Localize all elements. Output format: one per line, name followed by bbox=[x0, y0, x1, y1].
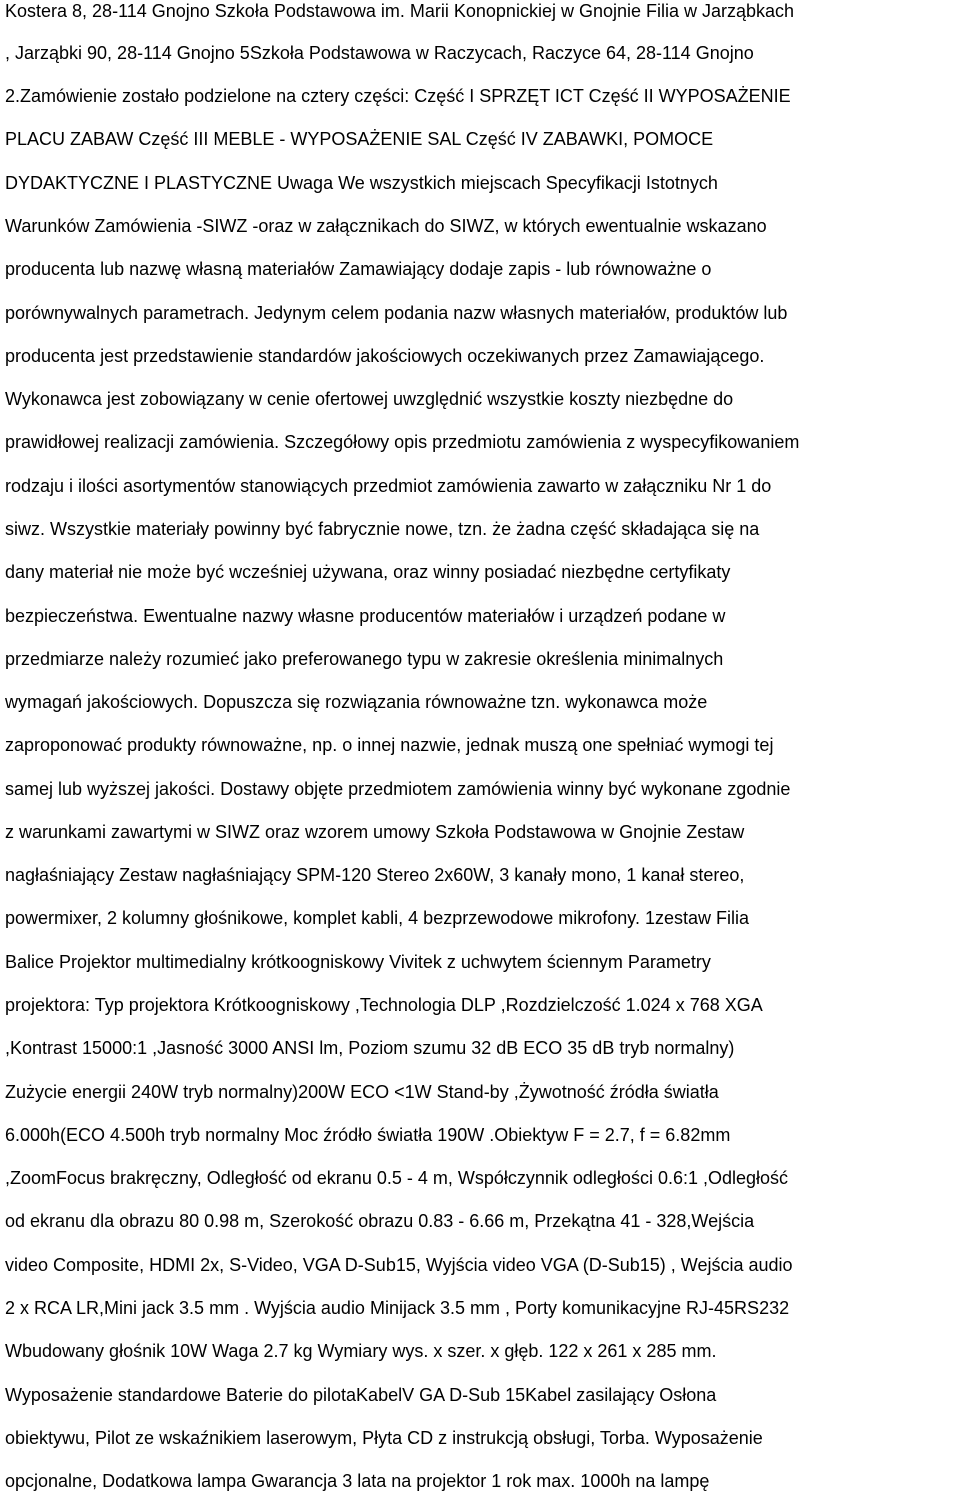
text-line: producenta lub nazwę własną materiałów Zamawiający dodaje zapis - lub równoważne o bbox=[5, 259, 712, 279]
text-line: prawidłowej realizacji zamówienia. Szczegółowy opis przedmiotu zamówienia z wyspecyfikowaniem bbox=[5, 432, 800, 452]
text-line: producenta jest przedstawienie standardów jakościowych oczekiwanych przez Zamawiającego. bbox=[5, 346, 765, 366]
text-line: rodzaju i ilości asortymentów stanowiących przedmiot zamówienia zawarto w załączniku Nr 1 do bbox=[5, 476, 772, 496]
text-line: samej lub wyższej jakości. Dostawy objęte przedmiotem zamówienia winny być wykonane zgodnie bbox=[5, 779, 791, 799]
text-line: Warunków Zamówienia -SIWZ -oraz w załącznikach do SIWZ, w których ewentualnie wskazano bbox=[5, 216, 767, 236]
text-line: 2 x RCA LR,Mini jack 3.5 mm . Wyjścia audio Minijack 3.5 mm , Porty komunikacyjne RJ-45RS232 bbox=[5, 1298, 790, 1318]
text-line: Wbudowany głośnik 10W Waga 2.7 kg Wymiary wys. x szer. x głęb. 122 x 261 x 285 mm. bbox=[5, 1341, 717, 1361]
text-line: video Composite, HDMI 2x, S-Video, VGA D-Sub15, Wyjścia video VGA (D-Sub15) , Wejścia audio bbox=[5, 1255, 793, 1275]
text-line: z warunkami zawartymi w SIWZ oraz wzorem umowy Szkoła Podstawowa w Gnojnie Zestaw bbox=[5, 822, 745, 842]
text-line: 6.000h(ECO 4.500h tryb normalny Moc źródło światła 190W .Obiektyw F = 2.7, f = 6.82mm bbox=[5, 1125, 731, 1145]
text-line: od ekranu dla obrazu 80 0.98 m, Szerokość obrazu 0.83 - 6.66 m, Przekątna 41 - 328,Wejścia bbox=[5, 1211, 755, 1231]
text-line: obiektywu, Pilot ze wskaźnikiem laserowym, Płyta CD z instrukcją obsługi, Torba. Wyposażenie bbox=[5, 1428, 763, 1448]
text-line: siwz. Wszystkie materiały powinny być fabrycznie nowe, tzn. że żadna część składająca się na bbox=[5, 519, 760, 539]
text-line: 2.Zamówienie zostało podzielone na cztery części: Część I SPRZĘT ICT Część II WYPOSAŻENIE bbox=[5, 86, 791, 106]
text-line: ,ZoomFocus brakręczny, Odległość od ekranu 0.5 - 4 m, Współczynnik odległości 0.6:1 ,Odległość bbox=[5, 1168, 789, 1188]
text-line: Kostera 8, 28-114 Gnojno Szkoła Podstawowa im. Marii Konopnickiej w Gnojnie Filia w Jarząbkach bbox=[5, 1, 795, 21]
text-line: nagłaśniający Zestaw nagłaśniający SPM-120 Stereo 2x60W, 3 kanały mono, 1 kanał stereo, bbox=[5, 865, 745, 885]
text-line: Balice Projektor multimedialny krótkoogniskowy Vivitek z uchwytem ściennym Parametry bbox=[5, 952, 711, 972]
text-line: PLACU ZABAW Część III MEBLE - WYPOSAŻENIE SAL Część IV ZABAWKI, POMOCE bbox=[5, 129, 714, 149]
text-line: Wykonawca jest zobowiązany w cenie ofertowej uwzględnić wszystkie koszty niezbędne do bbox=[5, 389, 734, 409]
text-line: dany materiał nie może być wcześniej używana, oraz winny posiadać niezbędne certyfikaty bbox=[5, 562, 731, 582]
text-line: porównywalnych parametrach. Jedynym celem podania nazw własnych materiałów, produktów lub bbox=[5, 303, 788, 323]
text-line: Wyposażenie standardowe Baterie do pilotaKabelV GA D-Sub 15Kabel zasilający Osłona bbox=[5, 1385, 717, 1405]
text-line: ,Kontrast 15000:1 ,Jasność 3000 ANSI lm, Poziom szumu 32 dB ECO 35 dB tryb normalny) bbox=[5, 1038, 735, 1058]
text-line: powermixer, 2 kolumny głośnikowe, komplet kabli, 4 bezprzewodowe mikrofony. 1zestaw Filia bbox=[5, 908, 749, 928]
text-line: DYDAKTYCZNE I PLASTYCZNE Uwaga We wszystkich miejscach Specyfikacji Istotnych bbox=[5, 173, 718, 193]
text-line: projektora: Typ projektora Krótkoogniskowy ,Technologia DLP ,Rozdzielczość 1.024 x 768 XGA bbox=[5, 995, 763, 1015]
text-line: bezpieczeństwa. Ewentualne nazwy własne producentów materiałów i urządzeń podane w bbox=[5, 606, 726, 626]
text-line: wymagań jakościowych. Dopuszcza się rozwiązania równoważne tzn. wykonawca może bbox=[5, 692, 708, 712]
text-line: Zużycie energii 240W tryb normalny)200W ECO <1W Stand-by ,Żywotność źródła światła bbox=[5, 1082, 719, 1102]
text-line: , Jarząbki 90, 28-114 Gnojno 5Szkoła Podstawowa w Raczycach, Raczyce 64, 28-114 Gnojno bbox=[5, 43, 754, 63]
text-line: przedmiarze należy rozumieć jako preferowanego typu w zakresie określenia minimalnych bbox=[5, 649, 724, 669]
text-line: opcjonalne, Dodatkowa lampa Gwarancja 3 lata na projektor 1 rok max. 1000h na lampę bbox=[5, 1471, 710, 1491]
text-line: zaproponować produkty równoważne, np. o innej nazwie, jednak muszą one spełniać wymogi tej bbox=[5, 735, 774, 755]
